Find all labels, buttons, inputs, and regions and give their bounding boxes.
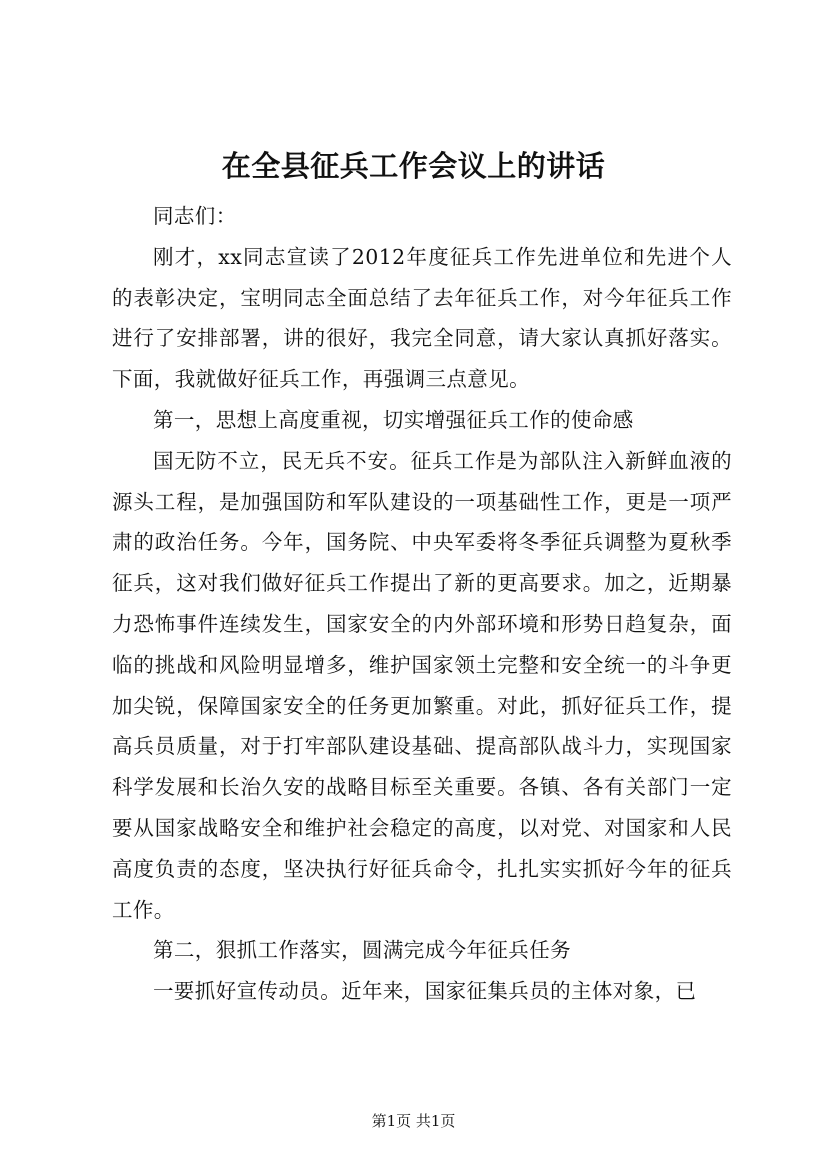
section-heading: 第二，狠抓工作落实，圆满完成今年征兵任务 bbox=[153, 938, 571, 963]
body-paragraph: 国无防不立，民无兵不安。征兵工作是为部队注入新鲜血液的源头工程，是加强国防和军队建设的一项基础性工作，更是一项严肃的政治任务。今年，国务院、中央军委将冬季征兵调整为夏秋季征兵，这对我们做好征兵工作提出了新的更高要求。加之，近期暴力恐怖事件连续发生，国家安全的内外部环境和形势日趋复杂，面临的挑战和风险明显增多，维护国家领土完整和安全统一的斗争更加尖锐，保障国家安全的任务更加繁重。对此，抓好征兵工作，提高兵员质量，对于打牢部队建设基础、提高部队战斗力，实现国家科学发展和长治久安的战略目标至关重要。各镇、各有关部门一定要从国家战略安全和维护社会稳定的高度，以对党、对国家和人民高度负责的态度，坚决执行好征兵命令，扎扎实实抓好今年的征兵工作。 bbox=[112, 448, 732, 922]
body-paragraph: 一要抓好宣传动员。近年来，国家征集兵员的主体对象，已 bbox=[153, 979, 697, 1004]
document-title: 在全县征兵工作会议上的讲话 bbox=[221, 149, 606, 183]
page-footer: 第1页 共1页 bbox=[371, 1112, 456, 1130]
document-body bbox=[112, 196, 732, 1012]
body-paragraph: 刚才，xx同志宣读了2012年度征兵工作先进单位和先进个人的表彰决定，宝明同志全面总结了去年征兵工作，对今年征兵工作进行了安排部署，讲的很好，我完全同意，请大家认真抓好落实。下面，我就做好征兵工作，再强调三点意见。 bbox=[112, 244, 732, 392]
salutation: 同志们： bbox=[153, 204, 237, 228]
section-heading: 第一，思想上高度重视，切实增强征兵工作的使命感 bbox=[153, 407, 634, 432]
